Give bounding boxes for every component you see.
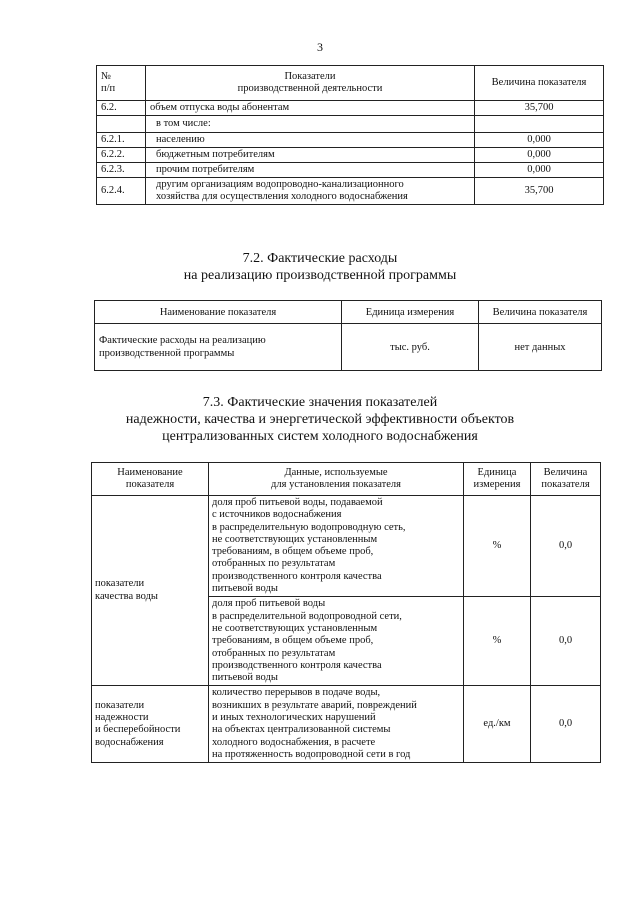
table-header-row <box>97 66 604 101</box>
row-unit: % <box>464 496 531 597</box>
row-value: 0,0 <box>531 597 601 686</box>
row-data: количество перерывов в подаче воды, возникших в результате аварий, повреждений и иных технологических нарушений на объектах централизованной системы холодного водоснабжения, в расчете на протяженность водопроводной сети в год <box>209 686 464 763</box>
expenses-table <box>94 300 602 371</box>
row-num: 6.2.2. <box>97 148 146 163</box>
header-name: Наименование показателя <box>92 463 209 496</box>
row-name: прочим потребителям <box>146 163 475 178</box>
row-group-name: показатели качества воды <box>92 496 209 686</box>
table-row <box>92 686 601 763</box>
row-value: 35,700 <box>475 101 604 116</box>
header-indicator: Показатели производственной деятельности <box>146 66 475 101</box>
header-value: Величина показателя <box>475 66 604 101</box>
reliability-indicators-table <box>91 462 601 763</box>
header-value: Величина показателя <box>479 301 602 324</box>
row-group-name: показатели надежности и бесперебойности водоснабжения <box>92 686 209 763</box>
row-unit: % <box>464 597 531 686</box>
row-value: 0,000 <box>475 163 604 178</box>
row-num: 6.2.4. <box>97 178 146 205</box>
row-value: 35,700 <box>475 178 604 205</box>
row-value: 0,000 <box>475 148 604 163</box>
table-row <box>92 496 601 597</box>
table-row <box>97 116 604 133</box>
table-header-row <box>92 463 601 496</box>
header-value: Величина показателя <box>531 463 601 496</box>
table-row <box>97 133 604 148</box>
page-number: 3 <box>317 40 323 54</box>
table-row <box>97 101 604 116</box>
table-row <box>97 178 604 205</box>
row-data: доля проб питьевой воды, подаваемой с источников водоснабжения в распределительную водопроводную сеть, не соответствующих установленным требованиям, в общем объеме проб, отобранных по результатам производственного контроля качества питьевой воды <box>209 496 464 597</box>
header-unit: Единица измерения <box>342 301 479 324</box>
row-unit: тыс. руб. <box>342 324 479 371</box>
row-value: 0,0 <box>531 496 601 597</box>
table-row <box>95 324 602 371</box>
table-row <box>97 163 604 178</box>
row-value: нет данных <box>479 324 602 371</box>
row-num: 6.2.1. <box>97 133 146 148</box>
row-name: населению <box>146 133 475 148</box>
row-value <box>475 116 604 133</box>
row-name: объем отпуска воды абонентам <box>146 101 475 116</box>
row-name: в том числе: <box>146 116 475 133</box>
row-data: доля проб питьевой воды в распределительной водопроводной сети, не соответствующих установленным требованиям, в общем объеме проб, отобранных по результатам производственного контроля качества питьевой воды <box>209 597 464 686</box>
row-num: 6.2. <box>97 101 146 116</box>
table-header-row <box>95 301 602 324</box>
production-indicators-table <box>96 65 604 205</box>
header-data: Данные, используемые для установления показателя <box>209 463 464 496</box>
section-7-2-title: 7.2. Фактические расходы на реализацию производственной программы <box>183 251 457 283</box>
row-name: бюджетным потребителям <box>146 148 475 163</box>
header-num: № п/п <box>97 66 146 101</box>
header-unit: Единица измерения <box>464 463 531 496</box>
row-value: 0,000 <box>475 133 604 148</box>
row-unit: ед./км <box>464 686 531 763</box>
header-name: Наименование показателя <box>95 301 342 324</box>
row-name: Фактические расходы на реализацию производственной программы <box>95 324 342 371</box>
row-value: 0,0 <box>531 686 601 763</box>
table-row <box>97 148 604 163</box>
section-7-3-title: 7.3. Фактические значения показателей надежности, качества и энергетической эффективности объектов централизованных систем холодного водоснабжения <box>125 395 515 444</box>
row-name: другим организациям водопроводно-канализационного хозяйства для осуществления холодного водоснабжения <box>146 178 475 205</box>
row-num <box>97 116 146 133</box>
row-num: 6.2.3. <box>97 163 146 178</box>
